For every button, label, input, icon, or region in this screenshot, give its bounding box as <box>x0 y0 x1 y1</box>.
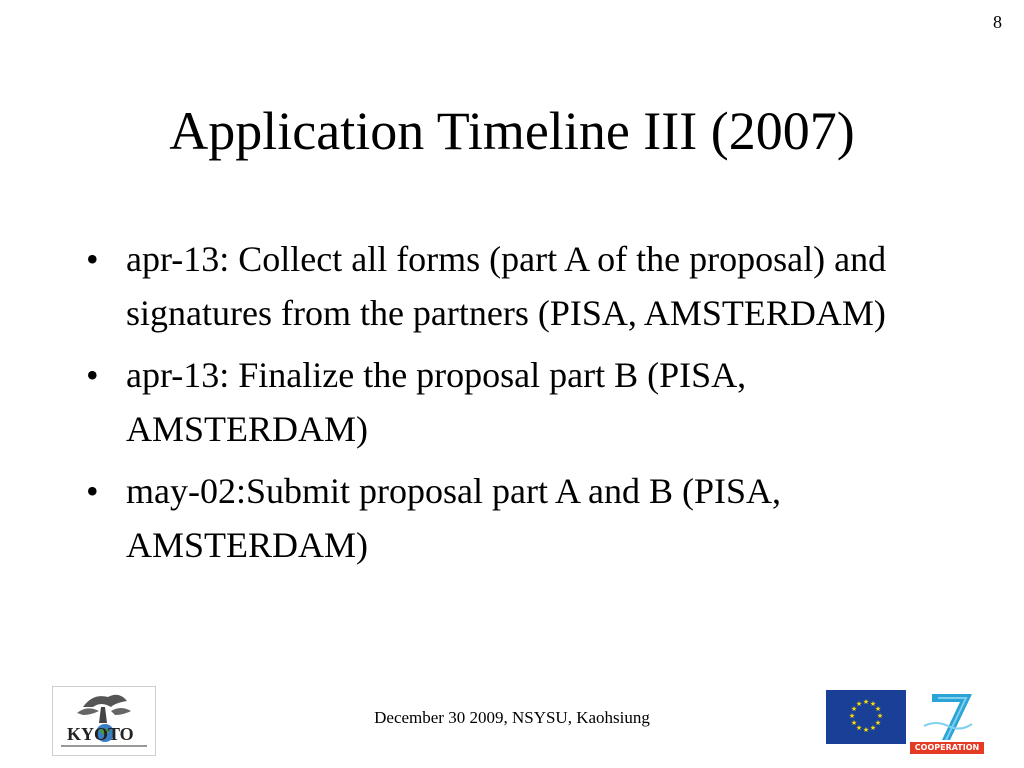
svg-text:★: ★ <box>850 719 858 727</box>
fp7-logo-icon <box>910 690 984 754</box>
svg-text:★: ★ <box>874 705 882 713</box>
bullet-text: may-02:Submit proposal part A and B (PISA, AMSTERDAM) <box>126 471 781 565</box>
bullet-text: apr-13: Finalize the proposal part B (PISA, AMSTERDAM) <box>126 355 747 449</box>
bullet-item <box>84 348 944 456</box>
svg-text:★: ★ <box>848 712 856 720</box>
fp7-banner-text: COOPERATION <box>910 742 984 754</box>
eu-flag-icon <box>826 690 906 744</box>
bullet-icon: • <box>86 239 99 279</box>
page-number: 8 <box>993 12 1002 32</box>
bullet-icon: • <box>86 355 99 395</box>
bullet-list <box>84 232 944 580</box>
slide-title: Application Timeline III (2007) <box>169 101 855 161</box>
svg-text:★: ★ <box>862 698 870 706</box>
svg-text:★: ★ <box>874 719 882 727</box>
footer-text: December 30 2009, NSYSU, Kaohsiung <box>374 708 650 727</box>
svg-text:★: ★ <box>855 724 863 732</box>
svg-text:★: ★ <box>876 712 884 720</box>
bullet-text: apr-13: Collect all forms (part A of the proposal) and signatures from the partners (PISA, AMSTERDAM) <box>126 239 887 333</box>
svg-text:★: ★ <box>869 724 877 732</box>
svg-text:★: ★ <box>869 700 877 708</box>
bullet-icon: • <box>86 471 99 511</box>
svg-text:★: ★ <box>855 700 863 708</box>
svg-text:★: ★ <box>862 726 870 734</box>
bullet-item <box>84 464 944 572</box>
kyoto-logo-text: KYOTO <box>67 724 134 744</box>
bullet-item <box>84 232 944 340</box>
svg-text:★: ★ <box>850 705 858 713</box>
